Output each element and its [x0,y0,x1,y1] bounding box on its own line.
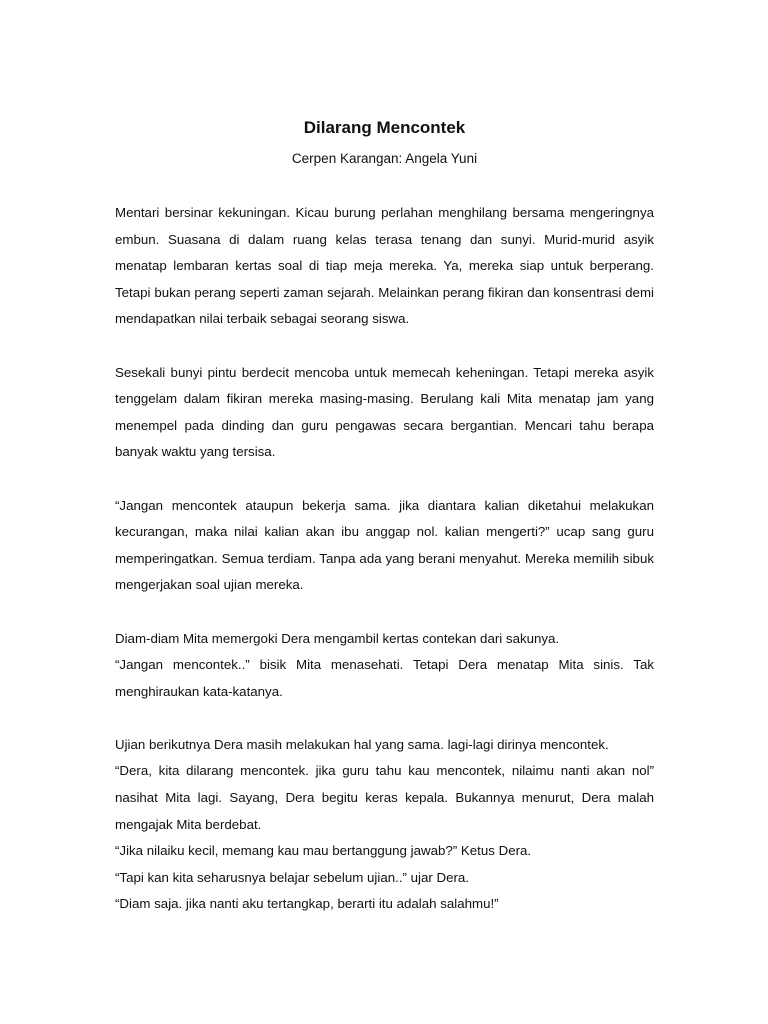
paragraph-5-line: “Diam saja. jika nanti aku tertangkap, berarti itu adalah salahmu!” [115,896,499,912]
paragraph-4-line: “Jangan mencontek..” bisik Mita menasehati. Tetapi Dera menatap Mita sinis. Tak menghiraukan kata-katanya. [115,657,654,699]
paragraph-5 [115,732,654,918]
document-subtitle: Cerpen Karangan: Angela Yuni [291,151,478,166]
paragraph-4-line: Diam-diam Mita memergoki Dera mengambil kertas contekan dari sakunya. [115,630,560,646]
paragraph-5-line: “Tapi kan kita seharusnya belajar sebelum ujian..” ujar Dera. [115,869,470,885]
paragraph-5-line: “Dera, kita dilarang mencontek. jika guru tahu kau mencontek, nilaimu nanti akan nol” nasihat Mita lagi. Sayang, Dera begitu keras kepala. Bukannya menurut, Dera malah mengajak Mita berdebat. [115,763,654,832]
paragraph-3: “Jangan mencontek ataupun bekerja sama. jika diantara kalian diketahui melakukan kecurangan, maka nilai kalian akan ibu anggap nol. kalian mengerti?” ucap sang guru memperingatkan. Semua terdiam. Tanpa ada yang berani menyahut. Mereka memilih sibuk mengerjakan soal ujian mereka. [115,497,654,593]
paragraph-5-line: “Jika nilaiku kecil, memang kau mau bertanggung jawab?” Ketus Dera. [115,843,532,859]
paragraph-5-line: Ujian berikutnya Dera masih melakukan hal yang sama. lagi-lagi dirinya mencontek. [115,736,609,752]
document-title: Dilarang Mencontek [303,118,466,137]
paragraph-4 [115,626,654,706]
paragraph-1: Mentari bersinar kekuningan. Kicau burung perlahan menghilang bersama mengeringnya embun. Suasana di dalam ruang kelas terasa tenang dan sunyi. Murid-murid asyik menatap lembaran kertas soal di tiap meja mereka. Ya, mereka siap untuk berperang. Tetapi bukan perang seperti zaman sejarah. Melainkan perang fikiran dan konsentrasi demi mendapatkan nilai terbaik sebagai seorang siswa. [115,205,654,327]
document-page [115,113,654,918]
paragraph-2: Sesekali bunyi pintu berdecit mencoba untuk memecah keheningan. Tetapi mereka asyik tenggelam dalam fikiran mereka masing-masing. Berulang kali Mita menatap jam yang menempel pada dinding dan guru pengawas secara bergantian. Mencari tahu berapa banyak waktu yang tersisa. [115,364,654,460]
